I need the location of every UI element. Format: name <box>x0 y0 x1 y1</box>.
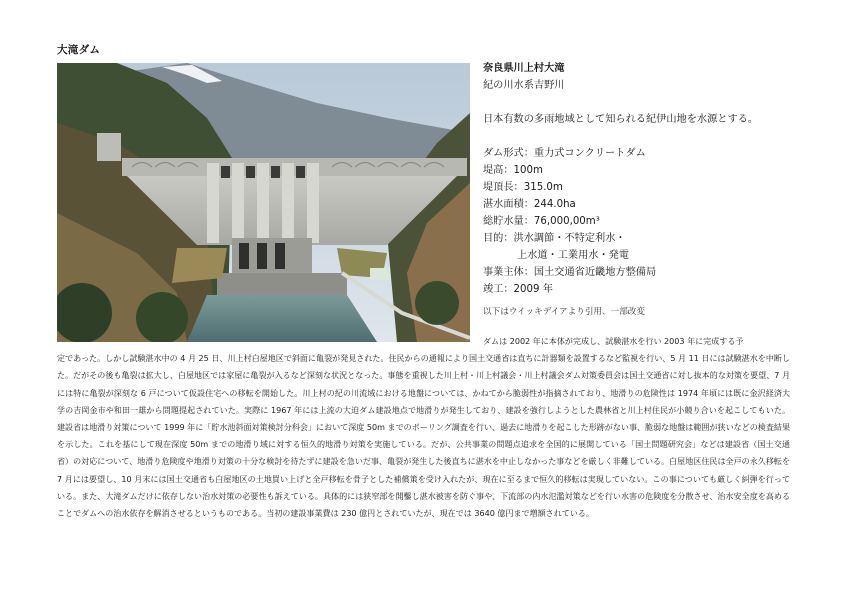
spec-completion: 竣工：2009 年 <box>483 284 553 295</box>
spec-operator: 事業主体：国土交通省近畿地方整備局 <box>483 267 657 278</box>
dam-description: 日本有数の多雨地域として知られる紀伊山地を水源とする。 <box>483 114 759 125</box>
spec-type: ダム形式：重力式コンクリートダム <box>483 148 646 159</box>
history-first-line: ダムは 2002 年に本体が完成し、試験湛水を行い 2003 年に完成する予 <box>483 337 744 346</box>
location-label: 奈良県川上村大滝 <box>483 63 565 74</box>
dam-photo <box>57 63 470 342</box>
spec-crest-length: 堤頂長：315.0m <box>483 182 563 193</box>
page-title: 大滝ダム <box>57 44 101 56</box>
spec-total-storage: 総貯水量：76,000,00m³ <box>483 216 600 227</box>
quote-source-note: 以下はウイッキデイアより引用、一部改変 <box>483 307 645 317</box>
history-paragraph <box>57 333 790 522</box>
spec-purpose-continued: 上水道・工業用水・発電 <box>517 250 630 261</box>
history-body: 定であった。しかし試験湛水中の 4 月 25 日、川上村白屋地区で斜面に亀裂が発見された。住民からの通報により国土交通省は直ちに計器類を設置するなど監視を行い、5 月 11 日には試験湛水を中断した。だがその後も亀裂は拡大し、白屋地区では家屋に亀裂が入るなど深刻な状況となった。事態を重視した川上村・川上村議会・川上村議会ダム対策委員会は国土交通省に対し抜本的な対策を要望、7 月には特に亀裂が深刻な 6 戸について仮設住宅への移転を開始した。川上村の紀の川流域における地盤については、かねてから脆弱性が指摘されており、地滑りの危険性は 1974 年頃には既に金沢経済大学の吉岡金市や和田一雄から問題提起されていた。実際に 1967 年には上流の大迫ダム建設地点で地滑りが発生しており、建設を強行しようとした農林省と川上村住民が小競り合いを起こしてもいた。建設省は地滑り対策について 1999 年に「貯水池斜面対策検討分科会」において深度 50m までのボーリング調査を行い、過去に地滑りを起こした形跡がない事、脆弱な地盤は範囲が狭いなどの検査結果を示した。これを基にして現在深度 50m までの地滑り域に対する恒久的地滑り対策を実施している。だが、公共事業の問題点追求を全国的に展開している「国土問題研究会」などは建設省（国土交通省）の対応について、地滑り危険度や地滑り対策の十分な検討を待たずに建設を急いだ事、亀裂が発生した後直ちに湛水を中止しなかった事などを厳しく非難している。白屋地区住民は全戸の永久移転を 7 月には要望し、10 月末には国土交通省も白屋地区の土地買い上げと全戸移転を骨子とした補償策を受け入れたが、現在に至るまで恒久的移転は実現していない。この事についても厳しく糾弾を行っている。また、大滝ダムだけに依存しない治水対策の必要性も訴えている。具体的には狭窄部を開鑿し湛水被害を防ぐ事や、下流部の内水氾濫対策などを行い水害の危険度を分散させ、治水安全度を高めることでダムへの治水依存を解消させるというものである。当初の建設事業費は 230 億円とされていたが、現在では 3640 億円まで増額されている。 <box>57 354 790 519</box>
spec-purpose: 目的：洪水調節・不特定利水・ <box>483 233 626 244</box>
spec-reservoir-area: 湛水面積：244.0ha <box>483 199 576 210</box>
spec-height: 堤高：100m <box>483 165 543 176</box>
river-label: 紀の川水系吉野川 <box>483 80 565 91</box>
dam-info-panel <box>483 60 793 298</box>
dam-illustration <box>57 63 470 342</box>
